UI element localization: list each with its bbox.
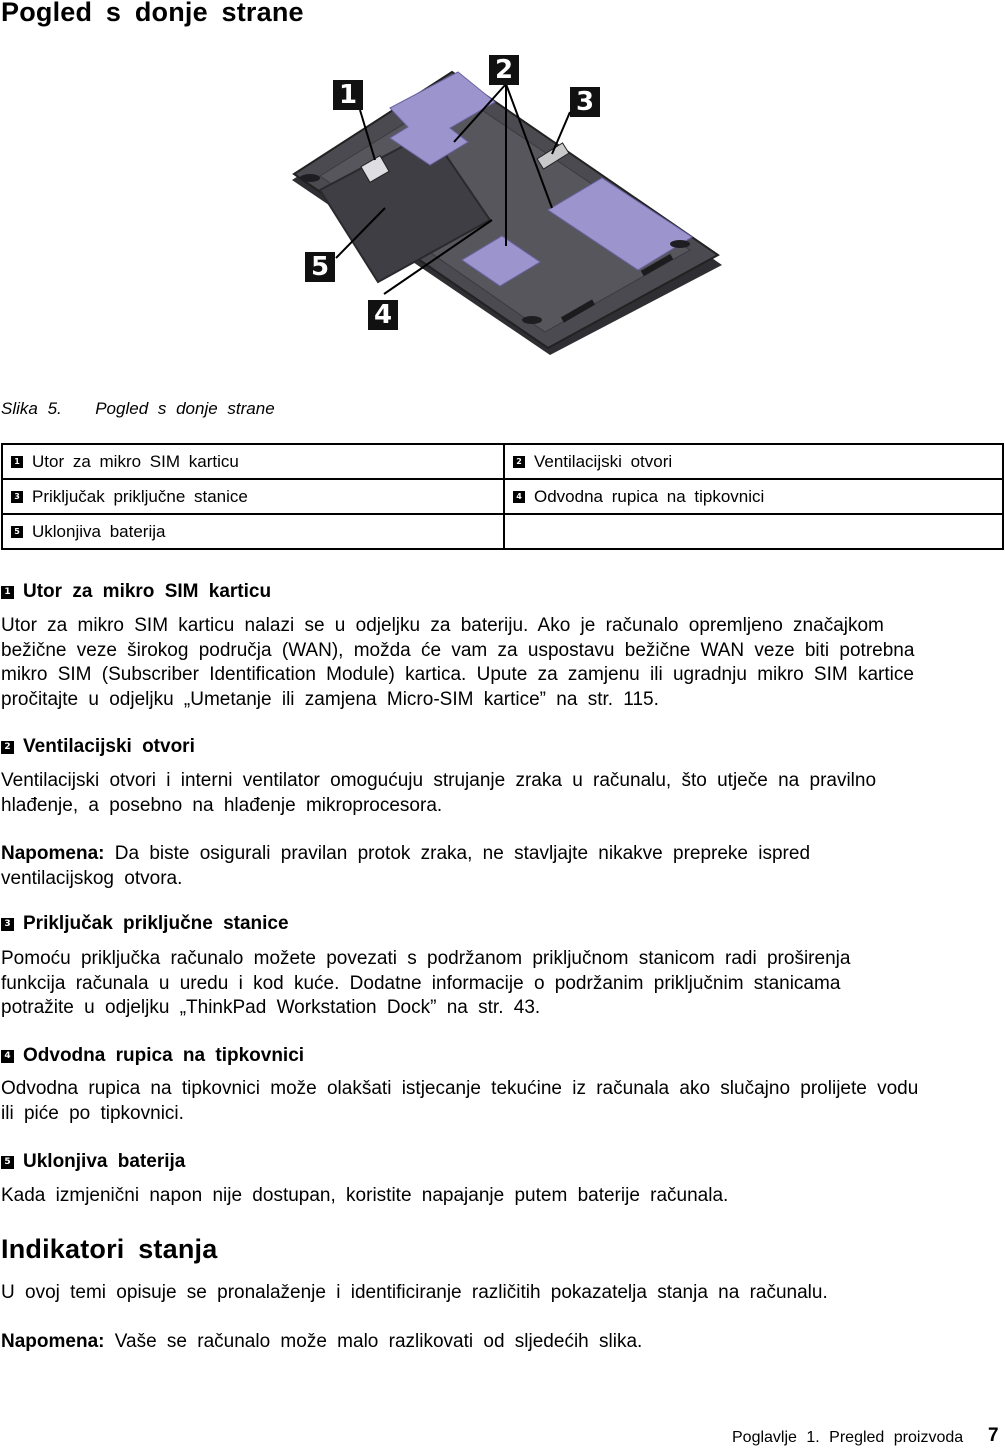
- text-line: ili piće po tipkovnici.: [1, 1102, 184, 1124]
- text-line: hlađenje, a posebno na hlađenje mikroprocesora.: [1, 794, 443, 816]
- callout-4: 4: [368, 300, 398, 330]
- number-badge: 5: [1, 1156, 14, 1169]
- legend-label: Odvodna rupica na tipkovnici: [534, 486, 765, 506]
- number-badge: 3: [1, 918, 14, 931]
- section-heading-drainage-hole: [1, 1045, 304, 1067]
- legend-table: [1, 443, 1004, 550]
- section-title: Odvodna rupica na tipkovnici: [23, 1045, 305, 1066]
- legend-cell: [2, 444, 504, 479]
- indicators-heading: Indikatori stanja: [1, 1234, 218, 1264]
- legend-cell: [2, 479, 504, 514]
- section-heading-battery: [1, 1151, 185, 1173]
- note-label: Napomena:: [1, 843, 105, 864]
- note-line: [1, 842, 810, 867]
- note-line: ventilacijskog otvora.: [1, 867, 183, 889]
- legend-label: Ventilacijski otvori: [534, 451, 673, 471]
- page-title: Pogled s donje strane: [1, 0, 304, 27]
- section-heading-dock-connector: [1, 913, 289, 935]
- number-badge: 4: [1, 1050, 14, 1063]
- number-badge: 3: [11, 491, 23, 503]
- note-vents: [1, 842, 810, 891]
- callout-3: 3: [570, 87, 600, 117]
- legend-row: [2, 514, 1003, 549]
- section-title: Ventilacijski otvori: [23, 736, 195, 757]
- section-heading-vents: [1, 736, 195, 758]
- text-line: funkcija računala u uredu i kod kuće. Dodatne informacije o podržanim priključnim stanicama: [1, 972, 841, 994]
- indicators-note: [1, 1330, 642, 1355]
- legend-row: [2, 444, 1003, 479]
- number-badge: 2: [513, 456, 525, 468]
- legend-label: Utor za mikro SIM karticu: [32, 451, 239, 471]
- section-heading-sim-slot: [1, 581, 271, 603]
- number-badge: 4: [513, 491, 525, 503]
- section-title: Priključak priključne stanice: [23, 913, 289, 934]
- callout-5: 5: [305, 252, 335, 282]
- text-line: Kada izmjenični napon nije dostupan, koristite napajanje putem baterije računala.: [1, 1185, 729, 1206]
- text-line: pročitajte u odjeljku „Umetanje ili zamjena Micro-SIM kartice” na str. 115.: [1, 688, 659, 710]
- callout-2: 2: [489, 55, 519, 85]
- number-badge: 2: [1, 741, 14, 754]
- figure-caption: [1, 399, 275, 419]
- text-line: mikro SIM (Subscriber Identification Module) kartica. Upute za zamjenu ili ugradnju mikro SIM kartice: [1, 664, 914, 686]
- section-body-battery: [1, 1184, 728, 1209]
- number-badge: 1: [1, 586, 14, 599]
- section-title: Uklonjiva baterija: [23, 1151, 186, 1172]
- section-body-drainage-hole: [1, 1077, 918, 1126]
- legend-label: Priključak priključne stanice: [32, 486, 248, 506]
- section-body-vents: [1, 769, 876, 818]
- note-text: Da biste osigurali pravilan protok zraka, ne stavljajte nikakve prepreke ispred: [114, 843, 811, 864]
- legend-cell: [504, 479, 1003, 514]
- page-number: 7: [988, 1425, 999, 1446]
- note-text: Vaše se računalo može malo razlikovati od sljedećih slika.: [114, 1331, 643, 1352]
- footer-chapter: Poglavlje 1. Pregled proizvoda: [732, 1429, 964, 1446]
- text-line: bežične veze širokog područja (WAN), možda će vam za uspostavu bežične WAN veze biti potrebna: [1, 639, 915, 661]
- text-line: Odvodna rupica na tipkovnici može olakšati istjecanje tekućine iz računala ako slučajno prolijete vodu: [1, 1078, 919, 1099]
- text-line: Pomoću priključka računalo možete povezati s podržanom priključnom stanicom radi proširenja: [1, 948, 851, 969]
- text-line: potražite u odjeljku „ThinkPad Workstation Dock” na str. 43.: [1, 997, 541, 1019]
- number-badge: 5: [11, 526, 23, 538]
- section-body-dock-connector: [1, 947, 850, 1021]
- number-badge: 1: [11, 456, 23, 468]
- callout-1: 1: [333, 80, 363, 110]
- legend-cell: [504, 444, 1003, 479]
- legend-cell: [2, 514, 504, 549]
- text-line: Utor za mikro SIM karticu nalazi se u odjeljku za bateriju. Ako je računalo opremljeno značajkom: [1, 615, 884, 636]
- indicators-text: U ovoj temi opisuje se pronalaženje i identificiranje različitih pokazatelja stanja na računalu.: [1, 1282, 828, 1303]
- caption-label: Slika 5.: [1, 399, 62, 418]
- text-line: Ventilacijski otvori i interni ventilator omogućuju strujanje zraka u računalu, što utječe na pravilno: [1, 770, 877, 791]
- legend-cell-empty: [504, 514, 1003, 549]
- section-title: Utor za mikro SIM karticu: [23, 581, 272, 602]
- legend-row: [2, 479, 1003, 514]
- note-label: Napomena:: [1, 1331, 105, 1352]
- legend-label: Uklonjiva baterija: [32, 521, 166, 541]
- section-body-sim-slot: [1, 614, 914, 712]
- caption-text: Pogled s donje strane: [95, 399, 275, 418]
